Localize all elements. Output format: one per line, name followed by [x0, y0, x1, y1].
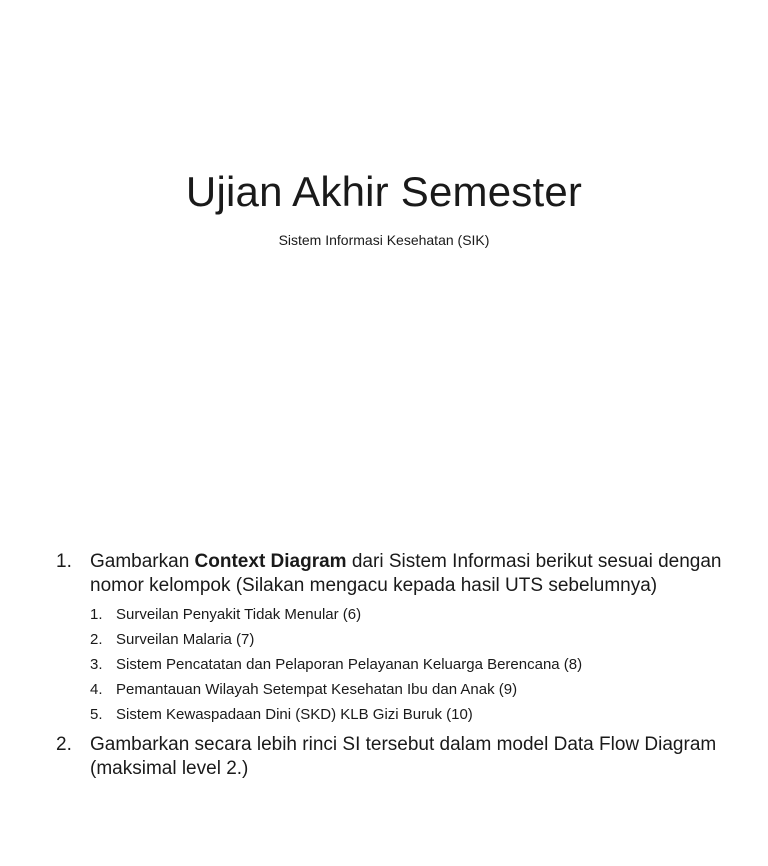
page-subtitle: Sistem Informasi Kesehatan (SIK): [278, 232, 490, 248]
question-text: Gambarkan: [90, 551, 195, 572]
list-item-text: Surveilan Penyakit Tidak Menular (6): [116, 606, 362, 623]
question-text: Gambarkan secara lebih rinci SI tersebut dalam model Data Flow Diagram (maksimal level 2.): [90, 734, 717, 779]
question-number: 1.: [56, 551, 72, 572]
list-item-text: Pemantauan Wilayah Setempat Kesehatan Ibu dan Anak (9): [116, 681, 518, 698]
list-item: [90, 652, 736, 677]
list-item-text: Sistem Kewaspadaan Dini (SKD) KLB Gizi Buruk (10): [116, 706, 473, 723]
question-list: [56, 550, 736, 781]
list-item-text: Surveilan Malaria (7): [116, 631, 255, 648]
list-item-number: 1.: [90, 606, 103, 623]
list-item-number: 2.: [90, 631, 103, 648]
page-title: Ujian Akhir Semester: [185, 168, 583, 215]
list-item: [90, 627, 736, 652]
question-number: 2.: [56, 734, 72, 755]
question-bold-term: Context Diagram: [194, 551, 347, 572]
list-item-text: Sistem Pencatatan dan Pelaporan Pelayanan Keluarga Berencana (8): [116, 656, 583, 673]
group-list: [90, 602, 736, 727]
list-item-number: 3.: [90, 656, 103, 673]
list-item-number: 5.: [90, 706, 103, 723]
list-item: [90, 602, 736, 627]
question-2: [56, 733, 736, 781]
question-1: [56, 550, 736, 727]
list-item: [90, 677, 736, 702]
list-item: [90, 702, 736, 727]
question-text: dari Sistem Informasi berikut sesuai dengan nomor kelompok (Silakan mengacu kepada hasil UTS sebelumnya): [90, 551, 722, 596]
list-item-number: 4.: [90, 681, 103, 698]
